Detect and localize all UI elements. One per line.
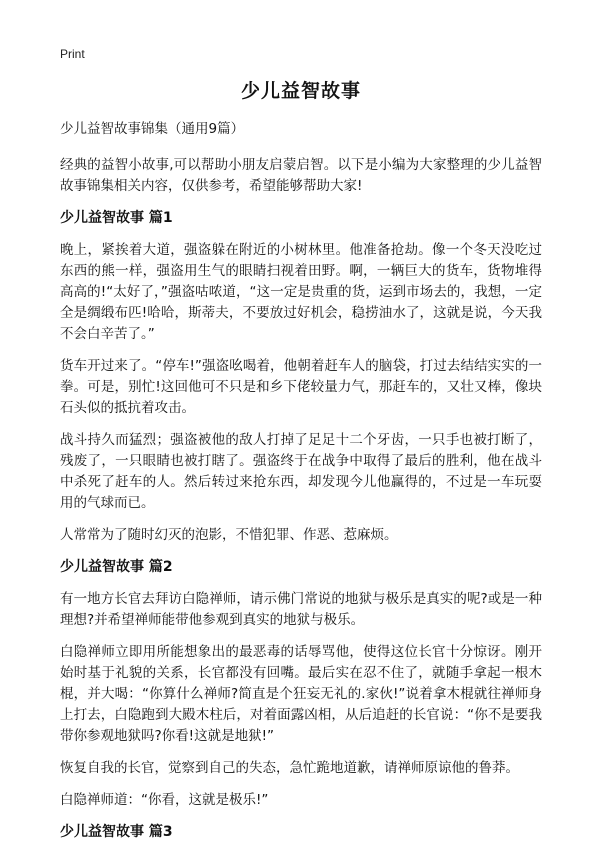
paragraph: 人常常为了随时幻灭的泡影，不惜犯罪、作恶、惹麻烦。	[60, 527, 398, 543]
subtitle: 少儿益智故事锦集（通用9篇）	[60, 121, 245, 137]
intro-paragraph: 经典的益智小故事,可以帮助小朋友启蒙启智。以下是小编为大家整理的少儿益智故事锦集相关内容，仅供参考，希望能够帮助大家!	[60, 157, 542, 194]
document-body	[60, 76, 542, 854]
section-heading-2: 少儿益智故事 篇2	[60, 559, 173, 575]
page-title: 少儿益智故事	[240, 80, 361, 102]
paragraph: 有一地方长官去拜访白隐禅师，请示佛门常说的地狱与极乐是真实的呢?或是一种理想?并希望禅师能带他参观到真实的地狱与极乐。	[60, 591, 542, 628]
print-link[interactable]: Print	[60, 47, 85, 61]
paragraph: 晚上，紧挨着大道，强盗躲在附近的小树林里。他准备抢劫。像一个冬天没吃过东西的熊一样，强盗用生气的眼睛扫视着田野。啊，一辆巨大的货车，货物堆得高高的!“太好了，”强盗咕哝道，“这一定是贵重的货，运到市场去的，我想，一定全是绸缎布匹!哈哈，斯蒂夫，不要放过好机会，稳捞油水了，这就是说，今天我不会白辛苦了。”	[60, 242, 542, 342]
section-heading-3: 少儿益智故事 篇3	[60, 824, 173, 840]
paragraph: 恢复自我的长官，觉察到自己的失态，急忙跪地道歉，请禅师原谅他的鲁莽。	[60, 760, 519, 776]
paragraph: 白隐禅师道：“你看，这就是极乐!”	[60, 792, 269, 808]
paragraph: 战斗持久而猛烈；强盗被他的敌人打掉了足足十二个牙齿，一只手也被打断了，残废了，一只眼睛也被打瞎了。强盗终于在战争中取得了最后的胜利，他在战斗中杀死了赶车的人。然后转过来抢东西，却发现今儿他赢得的，不过是一车玩耍用的气球而已。	[60, 432, 542, 511]
section-heading-1: 少儿益智故事 篇1	[60, 210, 173, 226]
paragraph: 白隐禅师立即用所能想象出的最恶毒的话辱骂他，使得这位长官十分惊讶。刚开始时基于礼貌的关系，长官都没有回嘴。最后实在忍不住了，就随手拿起一根木棍，并大喝：“你算什么禅师?简直是个狂妄无礼的.家伙!”说着拿木棍就往禅师身上打去，白隐跑到大殿木柱后，对着面露凶相，从后追赶的长官说：“你不是要我带你参观地狱吗?你看!这就是地狱!”	[60, 644, 542, 744]
paragraph: 货车开过来了。“停车!”强盗吆喝着，他朝着赶车人的脑袋，打过去结结实实的一拳。可是，别忙!这回他可不只是和乡下佬较量力气，那赶车的，又壮又棒，像块石头似的抵抗着攻击。	[60, 358, 542, 416]
